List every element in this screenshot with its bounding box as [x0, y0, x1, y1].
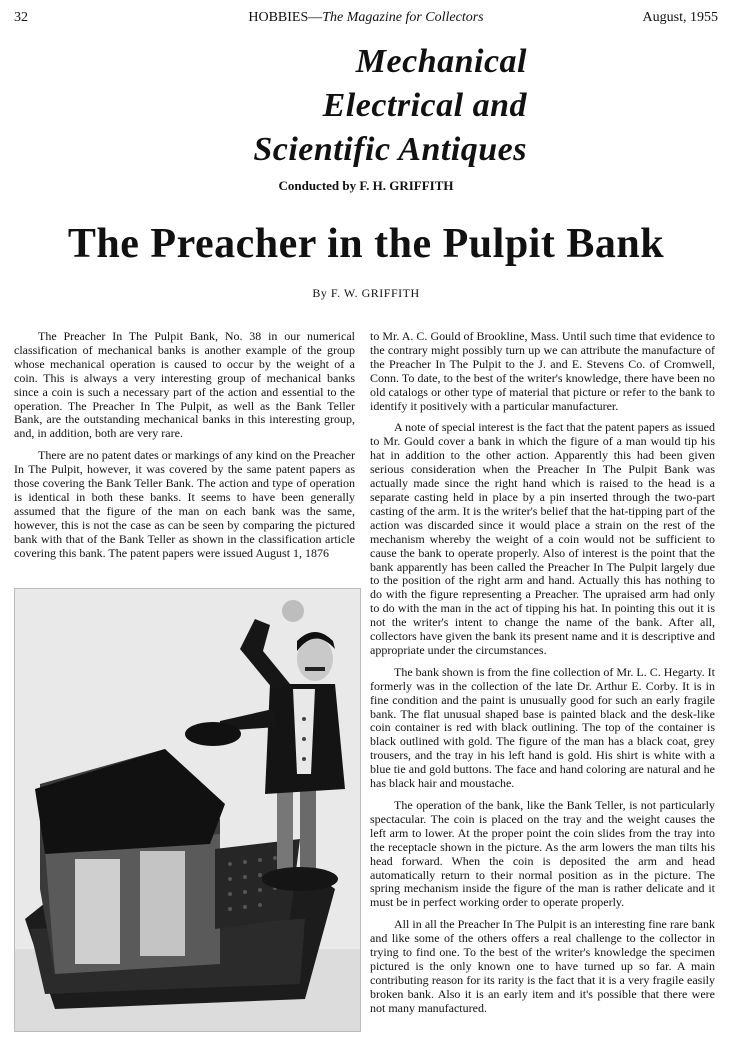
right-column — [370, 330, 715, 1024]
paragraph: The Preacher In The Pulpit Bank, No. 38 in our numerical classification of mechanical banks is another example of the group whose mechanical operation is caused to occur by the weight of a coin. This is always a very interesting group of mechanical banks since a coin is such a necessary part of the action and essential to the operation. The Preacher In The Pulpit, as well as the Bank Teller Bank, are the outstanding mechanical banks in this interesting group, and, in addition, both are very rare. — [14, 329, 355, 441]
running-header — [14, 10, 718, 30]
paragraph: to Mr. A. C. Gould of Brookline, Mass. Until such time that evidence to the contrary might possibly turn up we can attribute the manufacture of the Preacher In The Pulpit to the J. and E. Stevens Co. of Cromwell, Conn. To date, to the best of the writer's knowledge, there have been no old catalogs or other type of material that picture or refer to the bank to identify it positively with a particular manufacturer. — [370, 329, 715, 413]
section-editor: Conducted by F. H. GRIFFITH — [278, 178, 454, 193]
magazine-separator: — — [308, 10, 323, 25]
section-line-1: Mechanical — [355, 43, 527, 80]
paragraph: A note of special interest is the fact that the patent papers as issued to Mr. Gould cover a bank in which the figure of a man would tip his hat in addition to the other action. Apparently this had been given serious consideration when the Preacher In The Pulpit Bank was actually made since the right hand which is raised to the head is a separate casting held in place by a pin inserted through the two-part casting of the arm. It is the writer's belief that the hat-tipping part of the action was discarded since it would place a strain on the rest of the mechanism whereby the weight of a coin would not be sufficient to cause the bank to operate properly. Also of interest is the point that the bank apparently has been called the Preacher In The Pulpit largely due to the position of the right arm and hand. Actually this has nothing to do with the figure representing a Preacher. The upraised arm had only to do with the man in the act of tipping his hat. In pointing this out it is not the writer's intent to change the name of the bank. After all, collectors have given the bank its present name and it is descriptive and appropriate under the circumstances. — [370, 420, 715, 657]
paragraph: There are no patent dates or markings of any kind on the Preacher In The Pulpit, however, it was covered by the same patent papers as those covering the Bank Teller Bank. The action and type of operation is identical in both these banks. It seems to have been generally assumed that the figure of the man on each bank was the same, however, this is not the case as can be seen by comparing the pictured bank with that of the Bank Teller as shown in the classification article covering this bank. The patent papers were issued August 1, 1876 — [14, 448, 355, 560]
bank-photograph — [14, 588, 361, 1032]
article-title: The Preacher in the Pulpit Bank — [67, 221, 665, 267]
magazine-subtitle: The Magazine for Collectors — [322, 10, 484, 25]
page-number: 32 — [14, 10, 28, 25]
preacher-bank-image — [15, 589, 360, 1031]
paragraph: The bank shown is from the fine collection of Mr. L. C. Hegarty. It formerly was in the collection of the late Dr. Arthur E. Corby. It is in fine condition and the paint is unusually good for such an early fragile bank. The flat unusual shaped base is painted black and the desk-like coin container is red with black outlining. The top of the container is black outlined with gold. The figure of the man has a black coat, grey trousers, and the tray in his left hand is gold. His shirt is white with a blue tie and gold buttons. The face and hand coloring are natural and he has black hair and moustache. — [370, 664, 715, 791]
paragraph: All in all the Preacher In The Pulpit is an interesting fine rare bank and like some of the others offers a real challenge to the collector in trying to find one. To the best of the writer's knowledge the specimen pictured is the only known one to have turned up so far. A main contributing reason for its rarity is the fact that it is a very fragile easily broken bank. Also it is an early item and it's possible that there were not many manufactured. — [370, 917, 715, 1015]
section-line-2: Electrical and — [322, 87, 527, 124]
article-byline: By F. W. GRIFFITH — [312, 286, 420, 300]
section-line-3: Scientific Antiques — [253, 131, 527, 168]
issue-date: August, 1955 — [642, 10, 718, 25]
section-heading — [127, 40, 527, 172]
magazine-name: HOBBIES — [248, 10, 309, 25]
magazine-title — [14, 10, 718, 26]
paragraph: The operation of the bank, like the Bank Teller, is not particularly spectacular. The coin is placed on the tray and the weight causes the left arm to lower. At the proper point the coin slides from the tray into the receptacle shown in the picture. As the arm lowers the man tilts his head forward. When the coin is deposited the arm and head automatically return to their normal position as in the picture. The spring mechanism inside the figure of the man is rather delicate and it must be in perfect working order to operate properly. — [370, 798, 715, 910]
left-column — [14, 330, 355, 569]
